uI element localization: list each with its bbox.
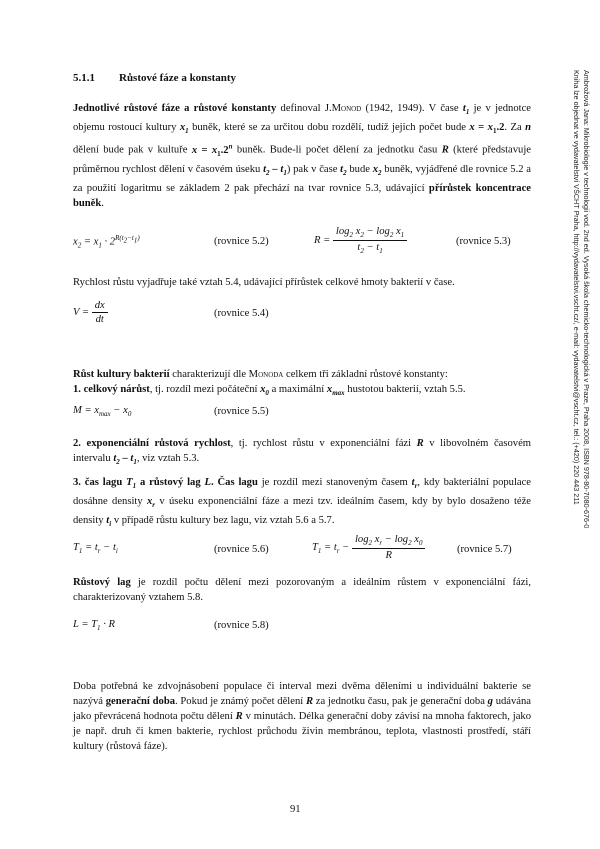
equation-5-5: $M = x_{max} - x_0$ [73,405,132,419]
equation-5-6-label: (rovnice 5.6) [214,544,269,555]
equation-5-2: $x_2 = x_1 \cdot 2^{R(t_2-t_1)}$ [73,234,140,250]
paragraph-exponential-rate: 2. exponenciální růstová rychlost, tj. rychlost růstu v exponenciální fázi R v libovolném časovém intervalu $t_2 - t_1$, viz vztah 5.3. [73,438,532,467]
page-number: 91 [290,804,301,815]
equation-5-3-label: (rovnice 5.3) [456,236,511,247]
paragraph-lag-time: 3. čas lagu $T_1$ a růstový lag L. Čas lagu je rozdíl mezi stanoveným časem $t_r$, kdy bakteriální populace dosáhne density $x_r$ v úseku exponenciální fáze a mezi tzv. ideálním časem, kdy by bylo dosaženo téže density $t_i$ v případě růstu kultury bez lagu, viz vztah 5.6 a 5.7. [73,477,532,529]
section-number: 5.1.1 [73,72,95,84]
sidebar-order-info: Kniha lze objednat ve vydavatelství VŠCHT Praha, http://vydavatelstvi.vscht.cz/, e-mail: vydavatelstvi@vscht.cz, tel.: (+420) 220 443 211 [572,70,581,505]
equation-5-8-label: (rovnice 5.8) [214,620,269,631]
equation-5-7: $T_1 = t_r$ − $\frac{\log_2 x_r - \log_2 x_0}{R}$ [312,534,425,561]
publication-sidebar [561,70,591,670]
equation-5-2-label: (rovnice 5.2) [214,236,269,247]
section-title: Růstové fáze a konstanty [119,72,237,84]
equation-5-3: R = $\frac{\log_2 x_2 - \log_2 x_1}{t_2 - t_1}$ [314,226,407,255]
section-heading [73,72,236,84]
paragraph-growth-phases: Jednotlivé růstové fáze a růstové konstanty definoval J.Monod (1942, 1949). V čase $t_1$ je v jednotce objemu rostoucí kultury $x_1$ buněk, které se za určitou dobu rozdělí, tudíž jejich počet bude $x = x_1.2$. Za n dělení bude pak v kultuře $x = x_1.2^n$ buněk. Bude-li počet dělení za jednotku času R (které představuje průměrnou rychlost dělení v časovém úseku $t_2 - t_1$) pak v čase $t_2$ bude $x_2$ buněk, vyjádřené dle rovnice 5.2 a za použití logaritmu se základem 2 pak přechází na tvar rovnice 5.3, udávající přírůstek koncentrace buněk. [73,103,532,209]
equation-5-4: V = $\frac{dx}{dt}$ [73,300,108,325]
equation-5-5-label: (rovnice 5.5) [214,406,269,417]
paragraph-generation-time: Doba potřebná ke zdvojnásobení populace či interval mezi dvěma děleními u individuální bakterie se nazývá generační doba. Pokud je známý počet dělení R za jednotku času, pak je generační doba g udávána jako převrácená hodnota počtu dělení R v minutách. Délka generační doby závisí na mnoha faktorech, jako je např. druh či kmen bakterie, rychlost průchodu živin membránou, teplota, vlastnosti prostředí, stáří kultury (růstová fáze). [73,681,532,752]
paragraph-growth-lag: Růstový lag je rozdíl počtu dělení mezi pozorovaným a ideálním růstem v exponenciální fázi, charakterizovaný vztahem 5.8. [73,577,531,603]
equation-5-4-label: (rovnice 5.4) [214,308,269,319]
equation-5-8: $L = T_1 \cdot R$ [73,619,115,633]
paragraph-growth-constants: Růst kultury bakterií charakterizují dle Monoda celkem tři základní růstové konstanty: 1. celkový nárůst, tj. rozdíl mezi počáteční $x_0$ a maximální $x_{max}$ hustotou bakterií, vztah 5.5. [73,369,466,398]
paragraph-growth-rate: Rychlost růstu vyjadřuje také vztah 5.4, udávající přírůstek celkové hmoty bakterií v čase. [73,277,455,288]
equation-5-7-label: (rovnice 5.7) [457,544,512,555]
sidebar-citation: Ambrožová Jana: Mikrobiologie v technologii vod. 2nd ed. Vysoká škola chemicko-technologická v Praze, Praha 2008, ISBN 978-80-7080-676-0 [582,70,591,529]
equation-5-6: $T_1 = t_r - t_i$ [73,542,118,556]
